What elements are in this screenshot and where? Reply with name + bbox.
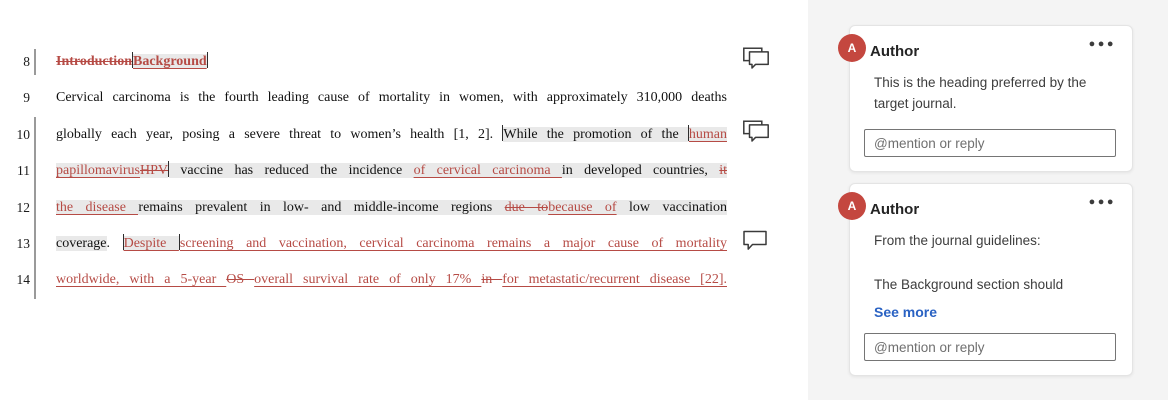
line-text xyxy=(56,190,727,226)
inserted-text: because of xyxy=(548,199,617,215)
text-line xyxy=(0,117,808,153)
inserted-text: papillomavirus xyxy=(56,163,140,179)
deleted-text: in xyxy=(481,272,503,288)
text-segment: in developed countries, xyxy=(561,163,720,179)
change-bar xyxy=(30,190,38,226)
inserted-text: of cervical carcinoma xyxy=(413,163,562,179)
avatar: A xyxy=(838,34,866,62)
line-text xyxy=(56,117,727,153)
comment-body xyxy=(874,72,1116,114)
change-bar xyxy=(30,153,38,189)
comment-header xyxy=(864,196,1116,222)
line-number: 8 xyxy=(23,54,30,69)
comment-margin xyxy=(727,44,808,80)
text-segment: low vaccination xyxy=(616,199,727,215)
change-bar xyxy=(30,117,38,153)
comments-icon[interactable] xyxy=(743,120,769,147)
reply-input[interactable] xyxy=(864,129,1116,157)
comment-margin xyxy=(727,190,808,226)
inserted-text: human xyxy=(688,126,727,142)
line-number: 10 xyxy=(16,126,30,142)
text-segment: remains prevalent in low- and middle-income regions xyxy=(138,199,505,215)
inserted-text: Despite xyxy=(123,235,179,251)
inserted-text: overall survival rate of only 17% xyxy=(254,272,482,288)
comments-icon[interactable] xyxy=(743,48,769,75)
comment-header xyxy=(864,38,1116,64)
avatar: A xyxy=(838,192,866,220)
deleted-text: it xyxy=(719,163,728,179)
comment-margin xyxy=(727,80,808,116)
inserted-text: Background xyxy=(132,54,207,69)
text-line xyxy=(0,226,808,262)
comment-margin xyxy=(727,117,808,153)
change-bar xyxy=(30,226,38,262)
inserted-text: worldwide, with a 5-year xyxy=(56,272,227,288)
line-number: 9 xyxy=(23,90,30,106)
comment-card[interactable] xyxy=(849,25,1133,172)
line-text xyxy=(56,80,727,116)
see-more-link[interactable]: See more xyxy=(874,304,938,320)
line-number: 12 xyxy=(16,199,30,215)
comment-text: The Background section should xyxy=(874,277,1064,292)
comment-body xyxy=(874,230,1116,295)
text-line xyxy=(0,44,808,80)
comment-author: Author xyxy=(870,42,920,60)
change-bar xyxy=(30,262,38,298)
text-line xyxy=(0,80,808,116)
comment-margin xyxy=(727,153,808,189)
text-segment: coverage xyxy=(56,235,107,251)
text-segment: . xyxy=(106,235,123,251)
text-line xyxy=(0,153,808,189)
change-bar xyxy=(30,80,38,116)
line-text xyxy=(56,44,727,80)
change-bar xyxy=(30,44,38,80)
deleted-text: due to xyxy=(504,199,549,215)
text-segment: While the promotion of the xyxy=(503,126,688,142)
text-line xyxy=(0,262,808,298)
text-line xyxy=(0,190,808,226)
reply-input[interactable] xyxy=(864,333,1116,361)
line-text xyxy=(56,153,727,189)
comment-card[interactable] xyxy=(849,183,1133,376)
more-options-icon[interactable]: ●●● xyxy=(1088,196,1116,208)
text-segment: Cervical carcinoma is the fourth leading cause of mortality in women, with approximately 310,000 deaths xyxy=(56,90,727,106)
comment-author: Author xyxy=(870,200,920,218)
line-number: 14 xyxy=(16,272,30,288)
inserted-text: the disease xyxy=(56,199,139,215)
comment-icon[interactable] xyxy=(743,231,767,256)
comments-panel xyxy=(808,0,1168,400)
line-text xyxy=(56,262,727,298)
comment-margin xyxy=(727,226,808,262)
text-segment: vaccine has reduced the incidence xyxy=(169,163,414,179)
document-lines xyxy=(0,44,808,299)
line-text xyxy=(56,226,727,262)
comment-text: This is the heading preferred by the target journal. xyxy=(874,75,1087,111)
comment-margin xyxy=(727,262,808,298)
text-segment: globally each year, posing a severe threat to women’s health [1, 2]. xyxy=(56,126,503,142)
deleted-text: Introduction xyxy=(56,54,132,69)
line-number: 11 xyxy=(17,163,30,179)
inserted-text: for metastatic/recurrent disease [22]. xyxy=(502,272,727,288)
comment-text: From the journal guidelines: xyxy=(874,233,1041,248)
more-options-icon[interactable]: ●●● xyxy=(1088,38,1116,50)
deleted-text: HPV xyxy=(140,163,169,179)
deleted-text: OS xyxy=(226,272,255,288)
comment-anchor-caret xyxy=(207,52,208,68)
inserted-text: screening and vaccination, cervical carcinoma remains a major cause of mortality xyxy=(179,235,728,251)
line-number: 13 xyxy=(16,235,30,251)
